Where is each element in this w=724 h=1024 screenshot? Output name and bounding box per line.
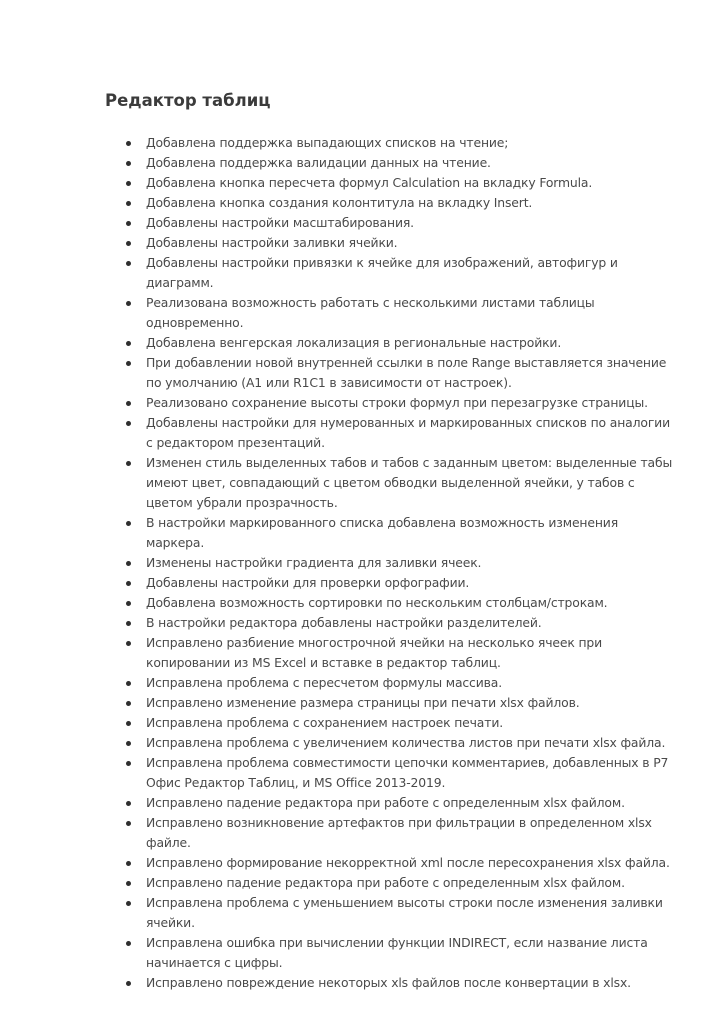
list-item xyxy=(105,933,675,973)
list-item xyxy=(105,253,675,293)
list-item-text: Исправлена проблема с сохранением настроек печати. xyxy=(146,715,504,730)
list-item-text: Реализовано сохранение высоты строки формул при перезагрузке страницы. xyxy=(146,395,648,410)
list-item xyxy=(105,153,675,173)
bullet-icon xyxy=(126,341,131,346)
list-item-text: Добавлены настройки заливки ячейки. xyxy=(146,235,398,250)
bullet-icon xyxy=(126,701,131,706)
list-item xyxy=(105,413,675,453)
bullet-icon xyxy=(126,161,131,166)
list-item xyxy=(105,513,675,553)
bullet-icon xyxy=(126,241,131,246)
list-item xyxy=(105,573,675,593)
list-item-text: Исправлена проблема с уменьшением высоты строки после изменения заливки ячейки. xyxy=(146,895,663,930)
bullet-icon xyxy=(126,681,131,686)
list-item-text: Исправлено разбиение многострочной ячейки на несколько ячеек при копировании из MS Excel и вставке в редактор таблиц. xyxy=(146,635,603,670)
list-item xyxy=(105,853,675,873)
bullet-icon xyxy=(126,981,131,986)
list-item-text: Добавлена кнопка создания колонтитула на вкладку Insert. xyxy=(146,195,533,210)
list-item-text: Исправлено формирование некорректной xml после пересохранения xlsx файла. xyxy=(146,855,670,870)
bullet-icon xyxy=(126,621,131,626)
list-item-text: Исправлено возникновение артефактов при фильтрации в определенном xlsx файле. xyxy=(146,815,652,850)
list-item-text: Исправлена проблема с увеличением количества листов при печати xlsx файла. xyxy=(146,735,666,750)
bullet-icon xyxy=(126,421,131,426)
bullet-icon xyxy=(126,641,131,646)
list-item xyxy=(105,173,675,193)
changelog-list xyxy=(105,133,675,993)
list-item-text: Добавлены настройки масштабирования. xyxy=(146,215,414,230)
list-item-text: В настройки редактора добавлены настройки разделителей. xyxy=(146,615,542,630)
bullet-icon xyxy=(126,261,131,266)
list-item xyxy=(105,133,675,153)
bullet-icon xyxy=(126,221,131,226)
list-item xyxy=(105,613,675,633)
bullet-icon xyxy=(126,801,131,806)
bullet-icon xyxy=(126,461,131,466)
list-item xyxy=(105,193,675,213)
list-item-text: Исправлена ошибка при вычислении функции INDIRECT, если название листа начинается с цифры. xyxy=(146,935,648,970)
list-item-text: Исправлено изменение размера страницы при печати xlsx файлов. xyxy=(146,695,580,710)
bullet-icon xyxy=(126,741,131,746)
bullet-icon xyxy=(126,721,131,726)
bullet-icon xyxy=(126,821,131,826)
bullet-icon xyxy=(126,401,131,406)
list-item xyxy=(105,213,675,233)
list-item-text: Исправлена проблема с пересчетом формулы массива. xyxy=(146,675,502,690)
list-item-text: При добавлении новой внутренней ссылки в поле Range выставляется значение по умолчанию (A1 или R1C1 в зависимости от настроек). xyxy=(146,355,667,390)
bullet-icon xyxy=(126,941,131,946)
bullet-icon xyxy=(126,521,131,526)
list-item-text: Добавлены настройки для проверки орфографии. xyxy=(146,575,470,590)
list-item-text: Добавлены настройки для нумерованных и маркированных списков по аналогии с редактором презентаций. xyxy=(146,415,670,450)
bullet-icon xyxy=(126,201,131,206)
bullet-icon xyxy=(126,901,131,906)
bullet-icon xyxy=(126,361,131,366)
list-item-text: Реализована возможность работать с несколькими листами таблицы одновременно. xyxy=(146,295,595,330)
list-item xyxy=(105,553,675,573)
list-item xyxy=(105,593,675,613)
list-item-text: В настройки маркированного списка добавлена возможность изменения маркера. xyxy=(146,515,618,550)
list-item xyxy=(105,233,675,253)
list-item-text: Исправлено падение редактора при работе с определенным xlsx файлом. xyxy=(146,795,625,810)
bullet-icon xyxy=(126,881,131,886)
bullet-icon xyxy=(126,181,131,186)
list-item xyxy=(105,673,675,693)
list-item-text: Добавлена венгерская локализация в региональные настройки. xyxy=(146,335,562,350)
bullet-icon xyxy=(126,581,131,586)
list-item xyxy=(105,453,675,513)
list-item-text: Исправлено повреждение некоторых xls файлов после конвертации в xlsx. xyxy=(146,975,631,990)
list-item-text: Исправлено падение редактора при работе с определенным xlsx файлом. xyxy=(146,875,625,890)
section-title: Редактор таблиц xyxy=(105,91,271,110)
list-item-text: Добавлена возможность сортировки по нескольким столбцам/строкам. xyxy=(146,595,608,610)
bullet-icon xyxy=(126,601,131,606)
list-item xyxy=(105,893,675,933)
list-item-text: Добавлена поддержка выпадающих списков на чтение; xyxy=(146,135,509,150)
list-item-text: Исправлена проблема совместимости цепочки комментариев, добавленных в Р7 Офис Редактор Таблиц, и MS Office 2013-2019. xyxy=(146,755,669,790)
list-item xyxy=(105,693,675,713)
list-item-text: Добавлена кнопка пересчета формул Calculation на вкладку Formula. xyxy=(146,175,593,190)
list-item xyxy=(105,713,675,733)
bullet-icon xyxy=(126,561,131,566)
bullet-icon xyxy=(126,861,131,866)
bullet-icon xyxy=(126,141,131,146)
list-item xyxy=(105,633,675,673)
list-item xyxy=(105,973,675,993)
list-item xyxy=(105,753,675,793)
list-item xyxy=(105,873,675,893)
list-item xyxy=(105,333,675,353)
list-item xyxy=(105,793,675,813)
list-item-text: Изменены настройки градиента для заливки ячеек. xyxy=(146,555,482,570)
list-item-text: Изменен стиль выделенных табов и табов с заданным цветом: выделенные табы имеют цвет, совпадающий с цветом обводки выделенной ячейки, у табов с цветом убрали прозрачность. xyxy=(146,455,673,510)
list-item xyxy=(105,393,675,413)
list-item xyxy=(105,733,675,753)
list-item-text: Добавлена поддержка валидации данных на чтение. xyxy=(146,155,491,170)
bullet-icon xyxy=(126,301,131,306)
list-item xyxy=(105,813,675,853)
list-item xyxy=(105,353,675,393)
list-item xyxy=(105,293,675,333)
bullet-icon xyxy=(126,761,131,766)
list-item-text: Добавлены настройки привязки к ячейке для изображений, автофигур и диаграмм. xyxy=(146,255,618,290)
